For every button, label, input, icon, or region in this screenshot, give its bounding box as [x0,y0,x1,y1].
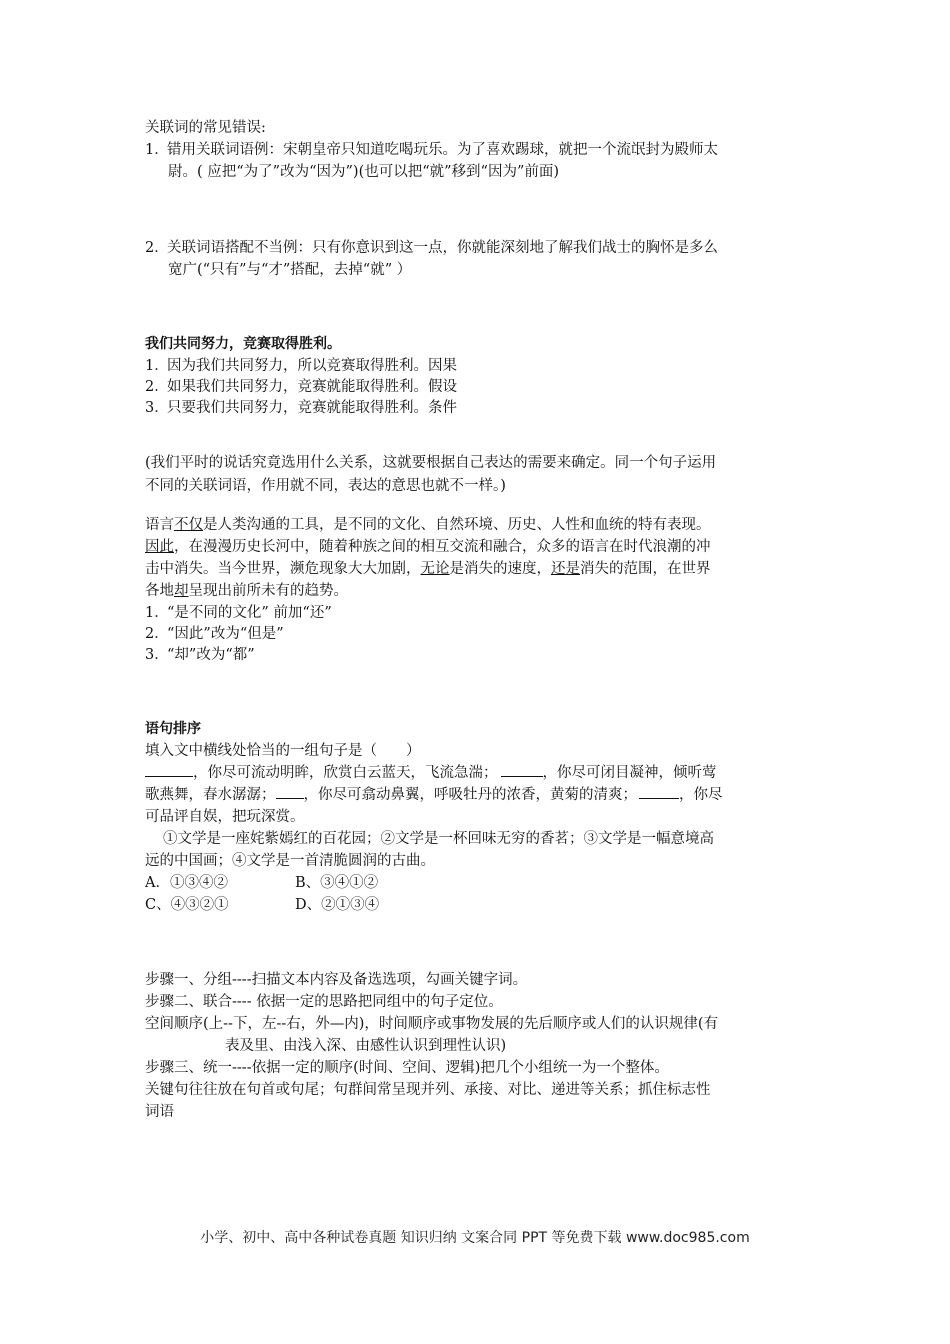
underlined-word: 不仅 [174,517,203,533]
order-text-continued: 表及里、由浅入深、由感性认识到理性认识) [225,1038,507,1054]
text: 各地 [145,583,174,599]
item-text-continued: 尉。( 应把“为了”改为“因为”)(也可以把“就”移到“因为”前面) [168,164,560,180]
list-item [145,397,457,419]
underlined-word: 还是 [551,561,580,577]
underlined-word: 因此 [145,539,174,555]
question-prompt: 填入文中横线处恰当的一组句子是（ ） [145,743,421,759]
note-text: (我们平时的说话究竟选用什么关系，这就要根据自己表达的需要来确定。同一个句子运用 [145,455,717,471]
section-title: 关联词的常见错误: [145,120,266,136]
fill-blank [501,762,543,777]
list-item [145,644,255,666]
item-text: “是不同的文化” 前加“还” [167,605,332,621]
item-text: 错用关联词语例：宋朝皇帝只知道吃喝玩乐。为了喜欢踢球，就把一个流氓封为殿师太 [167,142,718,158]
text: 歌燕舞，春水潺潺； [145,787,276,803]
item-number: 1． [145,142,169,158]
note-text: 不同的关联词语，作用就不同，表达的意思也就不一样。) [145,478,506,494]
underlined-word: 无论 [420,561,450,577]
options-text: 远的中国画；④文学是一首清脆圆润的古曲。 [145,853,435,869]
item-number: 2． [145,626,169,642]
text: ，你尽可翕动鼻翼，呼吸牡丹的浓香，黄菊的清爽； [303,787,637,803]
choice-d: D、②①③④ [295,897,380,913]
choice-c: C、④③②① [145,897,229,913]
fill-blank [145,762,193,777]
key-text: 词语 [145,1104,174,1120]
paragraph-line [145,514,711,536]
list-item [145,139,718,161]
text: 消失的范围，在世界 [580,561,711,577]
section-heading: 我们共同努力，竞赛取得胜利。 [145,336,341,352]
text: 语言 [145,517,174,533]
paragraph-line [145,558,711,580]
paragraph-line: 可品评自娱，把玩深赏。 [145,809,305,825]
item-number: 3． [145,400,169,416]
text: ，在漫漫历史长河中，随着种族之间的相互交流和融合，众多的语言在时代浪潮的冲 [174,539,711,555]
paragraph-line [145,784,723,806]
item-text: 如果我们共同努力，竞赛就能取得胜利。假设 [167,379,457,395]
item-text: 关联词语搭配不当例：只有你意识到这一点，你就能深刻地了解我们战士的胸怀是多么 [167,240,718,256]
item-number: 1． [145,605,169,621]
item-number: 1． [145,358,169,374]
item-text: “却”改为“都” [167,647,255,663]
fill-blank [276,784,304,799]
list-item [145,355,457,377]
item-number: 2． [145,379,169,395]
footer-text: 小学、初中、高中各种试卷真题 知识归纳 文案合同 PPT 等免费下载 www.doc985.com [200,1230,750,1246]
fill-blank [639,784,679,799]
text: ，你尽可流动明眸，欣赏白云蓝天，飞流急湍； [193,765,498,781]
paragraph-line [145,580,348,602]
list-item [145,237,718,259]
paragraph-line [145,762,717,784]
list-item [145,602,332,624]
step-line: 步骤一、分组----扫描文本内容及备选选项，勾画关键字词。 [145,972,528,988]
item-text: 因为我们共同努力，所以竞赛取得胜利。因果 [167,358,457,374]
text: 是人类沟通的工具，是不同的文化、自然环境、历史、人性和血统的特有表现。 [203,517,711,533]
item-number: 3． [145,647,169,663]
key-text: 关键句往往放在句首或句尾；句群间常呈现并列、承接、对比、递进等关系；抓住标志性 [145,1082,711,1098]
item-text: 只要我们共同努力，竞赛就能取得胜利。条件 [167,400,457,416]
item-text-continued: 宽广(“只有”与“才”搭配，去掉“就” ） [168,262,412,278]
paragraph-line [145,536,711,558]
step-line: 步骤三、统一----依据一定的顺序(时间、空间、逻辑)把几个小组统一为一个整体。 [145,1060,669,1076]
text: ，你尽可闭目凝神，倾听莺 [542,765,717,781]
list-item [145,376,457,398]
text: ，你尽 [679,787,723,803]
text: 是消失的速度， [449,561,551,577]
order-text: 空间顺序(上--下，左--右，外—内)，时间顺序或事物发展的先后顺序或人们的认识规律(有 [145,1016,719,1032]
choice-a: A．①③④② [145,875,228,891]
text: 击中消失。当今世界，濒危现象大大加剧， [145,561,421,577]
item-number: 2． [145,240,169,256]
options-text: ①文学是一座姹紫嫣红的百花园；②文学是一杯回味无穷的香茗；③文学是一幅意境高 [163,831,714,847]
underlined-word: 却 [174,583,189,599]
choice-b: B、③④①② [295,875,379,891]
text: 呈现出前所未有的趋势。 [188,583,348,599]
step-line: 步骤二、联合---- 依据一定的思路把同组中的句子定位。 [145,994,503,1010]
section-heading: 语句排序 [145,721,201,737]
list-item [145,623,284,645]
item-text: “因此”改为“但是” [167,626,284,642]
